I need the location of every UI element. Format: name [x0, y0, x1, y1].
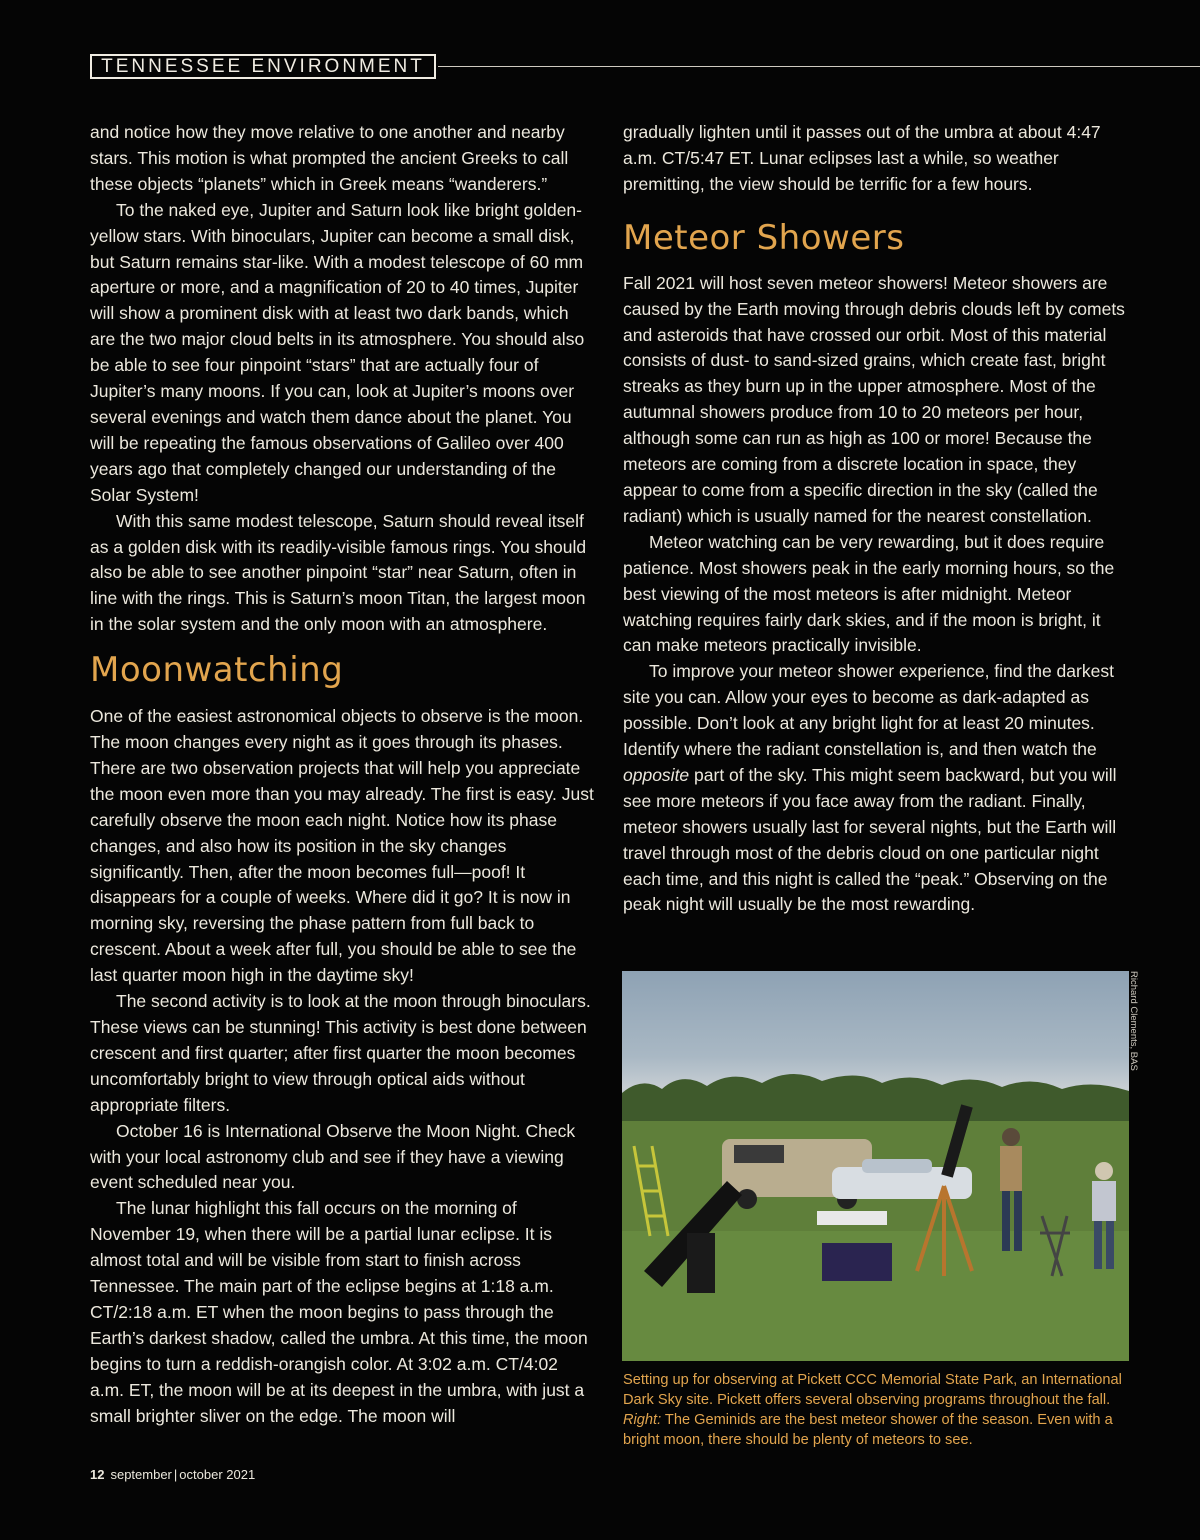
- paragraph: Meteor watching can be very rewarding, but it does require patience. Most showers peak in the early morning hours, so the best viewing of the most meteors is after midnight. Meteor watching requires fairly dark skies, and if the moon is bright, it can make meteors practically invisible.: [623, 531, 1115, 656]
- observing-site-photo: [622, 971, 1129, 1361]
- photo-caption: Setting up for observing at Pickett CCC Memorial State Park, an International Dark Sky site. Pickett offers several observing programs throughout the fall. Right: The Geminids are the best meteor shower of the season. Even with a bright moon, there should be plenty of meteors to see.: [623, 1372, 1122, 1448]
- issue-date: october 2021: [179, 1467, 256, 1482]
- paragraph: The second activity is to look at the moon through binoculars. These views can be stunning! This activity is best done between crescent and first quarter; after first quarter the moon becomes uncomfortably bright to view through optical aids without appropriate filters.: [90, 991, 591, 1115]
- section-header: [90, 54, 436, 79]
- footer-separator: |: [173, 1467, 178, 1482]
- section-title: TENNESSEE ENVIRONMENT: [101, 55, 425, 77]
- paragraph: October 16 is International Observe the Moon Night. Check with your local astronomy club and see if they have a viewing event scheduled near you.: [90, 1120, 576, 1193]
- issue-month: september: [110, 1467, 172, 1482]
- caption-emphasis: Right:: [623, 1412, 662, 1428]
- paragraph: and notice how they move relative to one another and nearby stars. This motion is what prompted the ancient Greeks to call these objects “planets” which in Greek means “wanderers.”: [90, 122, 569, 194]
- header-rule: [438, 66, 1200, 67]
- page-footer: [90, 1467, 255, 1482]
- paragraph: The lunar highlight this fall occurs on the morning of November 19, when there will be a partial lunar eclipse. It is almost total and will be visible from start to finish across Tennessee. The main part of the eclipse begins at 1:18 a.m. CT/2:18 a.m. ET when the moon begins to pass through the Earth’s darkest shadow, called the umbra. At this time, the moon begins to turn a reddish-orangish color. At 3:02 a.m. CT/4:02 a.m. ET, the moon will be at its deepest in the umbra, with just a small brighter sliver on the edge. The moon will: [90, 1198, 588, 1426]
- emphasis: opposite: [623, 764, 690, 785]
- paragraph: Fall 2021 will host seven meteor showers! Meteor showers are caused by the Earth moving through debris clouds left by comets and asteroids that have crossed our orbit. Most of this material consists of dust- to sand-sized grains, which create fast, bright streaks as they burn up in the upper atmosphere. Most of the autumnal showers produce from 10 to 20 meteors per hour, although some can run as high as 100 or more! Because the meteors are coming from a discrete location in space, they appear to come from a specific direction in the sky (called the radiant) which is usually named for the nearest constellation.: [623, 272, 1125, 526]
- photo-illustration: [622, 971, 1129, 1361]
- paragraph: To improve your meteor shower experience, find the darkest site you can. Allow your eyes to become as dark-adapted as possible. Don’t look at any bright light for at least 20 minutes. Identify where the radiant constellation is, and then watch the opposite part of the sky. This might seem backward, but you will see more meteors if you face away from the radiant. Finally, meteor showers usually last for several nights, but the Earth will travel through most of the debris cloud on one particular night each time, and this night is called the “peak.” Observing on the peak night will usually be the most rewarding.: [623, 661, 1117, 915]
- paragraph: gradually lighten until it passes out of the umbra at about 4:47 a.m. CT/5:47 ET. Lunar eclipses last a while, so weather premitting, the view should be terrific for a few hours.: [623, 122, 1101, 194]
- paragraph: With this same modest telescope, Saturn should reveal itself as a golden disk with its readily-visible famous rings. You should also be able to see another pinpoint “star” near Saturn, often in line with the rings. This is Saturn’s moon Titan, the largest moon in the solar system and the only moon with an atmosphere.: [90, 510, 587, 635]
- meteor-showers-heading: Meteor Showers: [623, 217, 905, 258]
- paragraph: To the naked eye, Jupiter and Saturn look like bright golden-yellow stars. With binoculars, Jupiter can become a small disk, but Saturn remains star-like. With a modest telescope of 60 mm aperture or more, and a magnification of 20 to 40 times, Jupiter will show a prominent disk with at least two dark bands, which are the two major cloud belts in its atmosphere. You should also be able to see four pinpoint “stars” that are actually four of Jupiter’s many moons. If you can, look at Jupiter’s moons over several evenings and watch them dance about the planet. You will be repeating the famous observations of Galileo over 400 years ago that completely changed our understanding of the Solar System!: [90, 199, 585, 505]
- right-column: [623, 120, 1131, 918]
- left-column: [90, 120, 596, 1430]
- page-number: 12: [90, 1467, 105, 1482]
- moonwatching-heading: Moonwatching: [90, 650, 344, 691]
- photo-credit: Richard Clements, BAS: [1128, 971, 1139, 1071]
- paragraph: One of the easiest astronomical objects to observe is the moon. The moon changes every night as it goes through its phases. There are two observation projects that will help you appreciate the moon even more than you may already. The first is easy. Just carefully observe the moon each night. Notice how its phase changes, and also how its position in the sky changes significantly. Then, after the moon becomes full—poof! It disappears for a couple of weeks. Where did it go? It is now in morning sky, reversing the phase pattern from full back to crescent. About a week after full, you should be able to see the last quarter moon high in the daytime sky!: [90, 706, 594, 986]
